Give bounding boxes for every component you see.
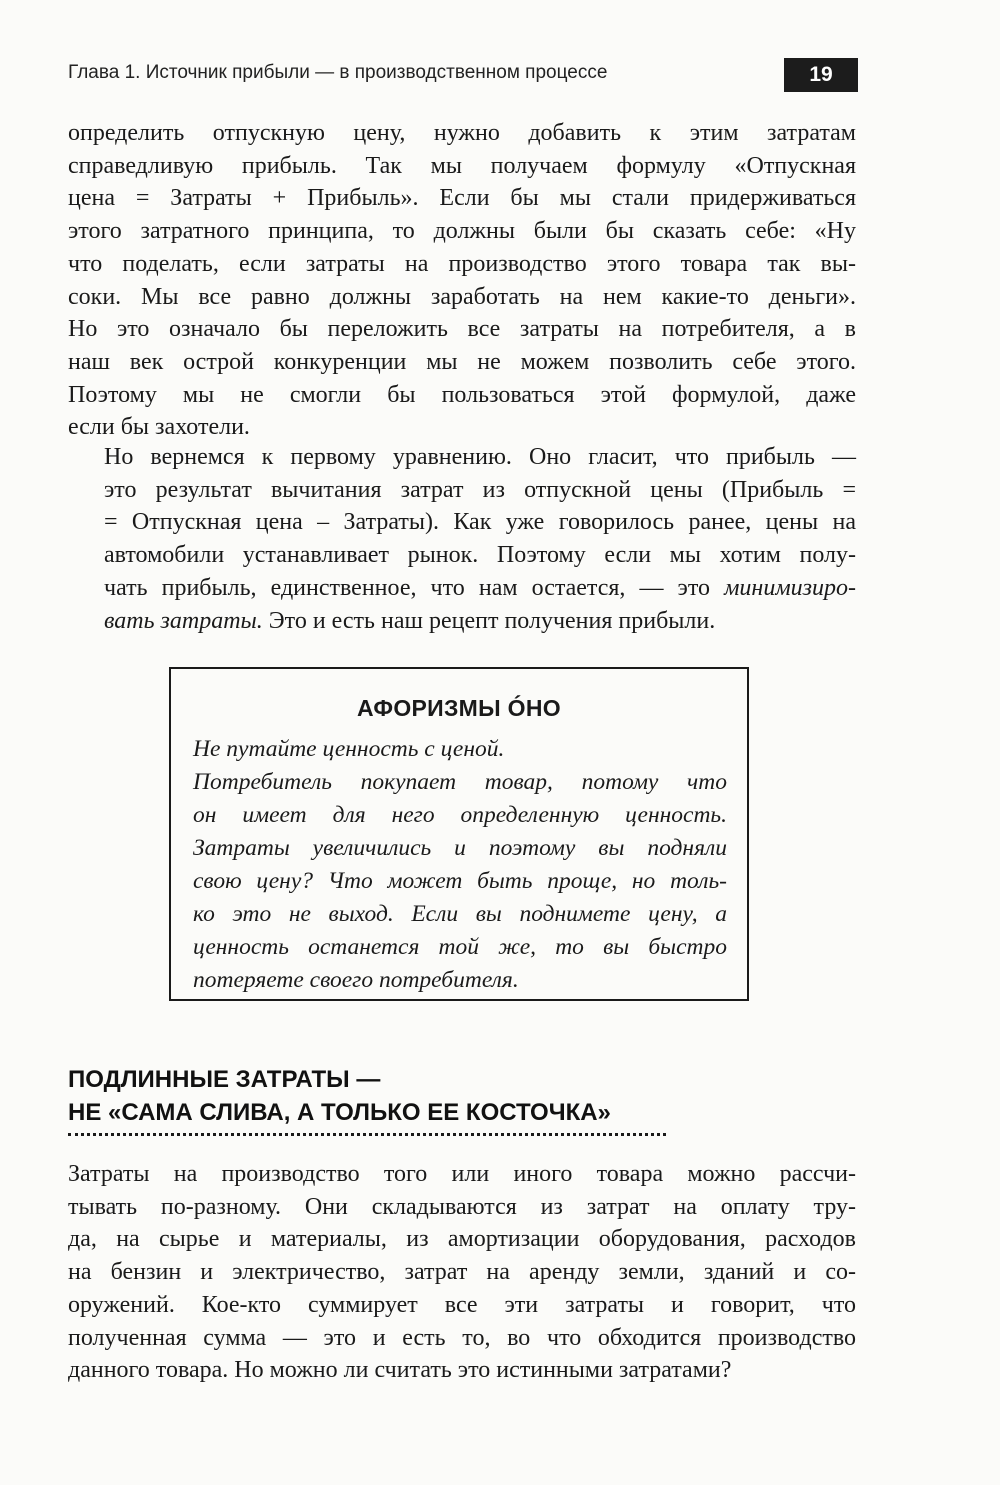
paragraph-1 xyxy=(68,117,856,444)
aphorism-line: Не путайте ценность с ценой. xyxy=(193,736,505,762)
aphorism-box xyxy=(169,667,749,1001)
text-line: = Отпускная цена – Затраты). Как уже говорилось ранее, цены на xyxy=(104,509,856,536)
aphorism-line: ценность останется той же, то вы быстро xyxy=(193,934,727,960)
text-run: чать прибыль, единственное, что нам остается, — это xyxy=(104,574,725,601)
text-line: этого затратного принципа, то должны были бы сказать себе: «Ну xyxy=(68,218,856,245)
text-line: оружений. Кое-кто суммирует все эти затраты и говорит, что xyxy=(68,1291,856,1318)
aphorism-line: он имеет для него определенную ценность. xyxy=(193,802,727,828)
text-line: цена = Затраты + Прибыль». Если бы мы стали придерживаться xyxy=(68,185,856,212)
page-header xyxy=(68,58,858,92)
text-line: соки. Мы все равно должны заработать на нем какие-то деньги». xyxy=(68,283,856,310)
italic-run: вать затраты. xyxy=(104,607,263,634)
aphorism-text xyxy=(193,733,727,997)
text-line: Но это означало бы переложить все затраты на потребителя, а в xyxy=(68,316,856,343)
dotted-divider xyxy=(68,1133,666,1136)
text-line: полученная сумма — это и есть то, во что обходится производство xyxy=(68,1324,856,1351)
page-number: 19 xyxy=(784,58,858,92)
text-line: если бы захотели. xyxy=(68,414,250,441)
aphorism-line: ко это не выход. Если вы поднимете цену, а xyxy=(193,901,727,927)
paragraph-2 xyxy=(68,441,856,637)
text-line xyxy=(68,605,856,638)
text-line: что поделать, если затраты на производство этого товара так вы- xyxy=(68,250,856,277)
text-run: Это и есть наш рецепт получения прибыли. xyxy=(262,607,716,634)
text-line: данного товара. Но можно ли считать это истинными затратами? xyxy=(68,1357,732,1384)
section-heading-line: НЕ «САМА СЛИВА, А ТОЛЬКО ЕЕ КОСТОЧКА» xyxy=(68,1099,611,1126)
italic-run: минимизиро- xyxy=(724,574,856,601)
text-line: на бензин и электричество, затрат на аренду земли, зданий и со- xyxy=(68,1259,856,1286)
aphorism-line: свою цену? Что может быть проще, но толь- xyxy=(193,868,727,894)
text-line: определить отпускную цену, нужно добавить к этим затратам xyxy=(68,120,856,146)
section-heading-line: ПОДЛИННЫЕ ЗАТРАТЫ — xyxy=(68,1066,381,1093)
text-line: наш век острой конкуренции мы не можем позволить себе этого. xyxy=(68,348,856,375)
running-head: Глава 1. Источник прибыли — в производственном процессе xyxy=(68,62,608,83)
text-line: Поэтому мы не смогли бы пользоваться этой формулой, даже xyxy=(68,381,856,408)
text-line: справедливую прибыль. Так мы получаем формулу «Отпускная xyxy=(68,152,856,179)
aphorism-line: потеряете своего потребителя. xyxy=(193,967,519,993)
paragraph-3 xyxy=(68,1158,856,1387)
aphorism-title: АФОРИЗМЫ ÓНО xyxy=(357,695,561,721)
aphorism-line: Потребитель покупает товар, потому что xyxy=(193,769,727,795)
aphorism-line: Затраты увеличились и поэтому вы подняли xyxy=(193,835,727,861)
text-line: это результат вычитания затрат из отпускной цены (Прибыль = xyxy=(104,476,856,503)
text-line: Но вернемся к первому уравнению. Оно гласит, что прибыль — xyxy=(104,444,856,470)
text-line xyxy=(68,572,856,605)
text-line: да, на сырье и материалы, из амортизации оборудования, расходов xyxy=(68,1226,856,1253)
text-line: тывать по-разному. Они складываются из затрат на оплату тру- xyxy=(68,1193,856,1220)
section-heading xyxy=(68,1063,708,1129)
text-line: Затраты на производство того или иного товара можно рассчи- xyxy=(68,1161,856,1187)
text-line: автомобили устанавливает рынок. Поэтому если мы хотим полу- xyxy=(104,542,856,569)
